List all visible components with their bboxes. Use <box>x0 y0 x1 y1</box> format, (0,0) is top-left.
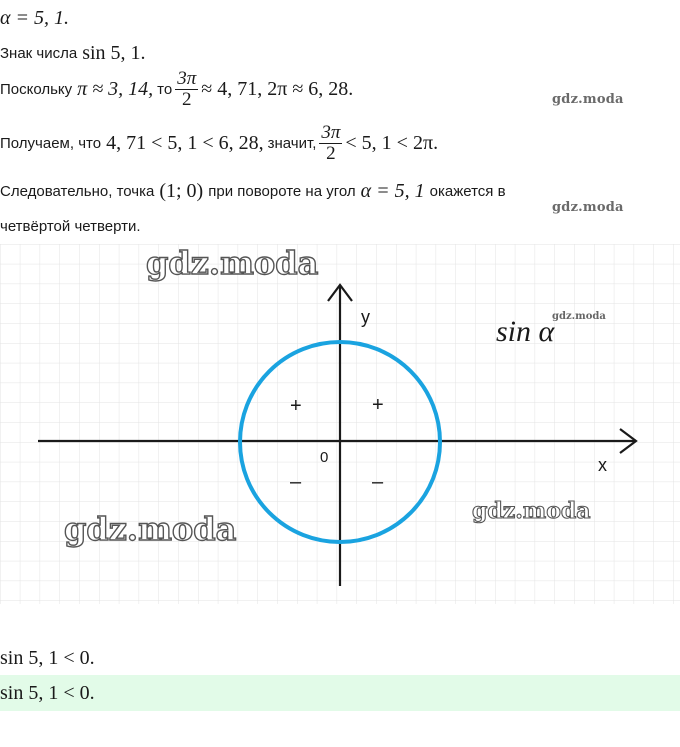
approx-values: ≈ 4, 71, 2π ≈ 6, 28. <box>201 77 354 100</box>
inequality-numeric: 4, 71 < 5, 1 < 6, 28, <box>106 131 264 154</box>
watermark: gdz.moda <box>552 311 606 322</box>
result-highlight: sin 5, 1 < 0. <box>0 681 95 704</box>
will-be-text: окажется в <box>429 182 506 200</box>
pi-approx-line <box>0 64 353 114</box>
alpha-equation: α = 5, 1. <box>0 6 69 29</box>
sin-expression: sin 5, 1. <box>82 41 146 64</box>
result-plain-line <box>0 645 95 671</box>
watermark: gdz.moda <box>146 244 319 282</box>
y-axis-label: y <box>361 307 370 327</box>
we-get-text: Получаем, что <box>0 134 102 152</box>
sign-question-line <box>0 41 146 65</box>
fraction-denominator: 2 <box>181 88 192 110</box>
therefore-text: Следовательно, точка <box>0 182 155 200</box>
rotation-angle: α = 5, 1 <box>360 179 425 202</box>
result-plain: sin 5, 1 < 0. <box>0 646 95 669</box>
quadrant-2-sign: + <box>290 395 302 417</box>
watermark: gdz.moda <box>64 510 237 548</box>
sign-label: Знак числа <box>0 44 78 62</box>
rotation-text: при повороте на угол <box>208 182 356 200</box>
pi-approx: π ≈ 3, 14, <box>77 77 154 100</box>
function-label: sin α <box>496 315 555 348</box>
since-text: Поскольку <box>0 80 73 98</box>
watermark: gdz.moda <box>552 92 624 107</box>
origin-label: 0 <box>320 449 329 466</box>
three-pi-over-two-fraction-2 <box>319 123 342 164</box>
fraction-denominator-2: 2 <box>326 142 336 164</box>
answer-box <box>0 675 680 711</box>
inequality-symbolic: < 5, 1 < 2π. <box>345 131 439 154</box>
x-axis-label: x <box>598 455 607 475</box>
three-pi-over-two-fraction <box>175 69 198 110</box>
quadrant-line <box>0 215 141 237</box>
conclusion-line <box>0 178 506 204</box>
fraction-numerator-2: 3π <box>321 121 341 143</box>
quadrant-3-sign: – <box>290 471 302 493</box>
point-coordinates: (1; 0) <box>159 179 204 202</box>
quadrant-1-sign: + <box>372 394 384 416</box>
watermark: gdz.moda <box>472 498 591 524</box>
watermark: gdz.moda <box>552 200 624 215</box>
alpha-value-line <box>0 6 69 30</box>
fourth-quadrant-text: четвёртой четверти. <box>0 217 141 235</box>
unit-circle-diagram <box>0 244 680 604</box>
inequality-line <box>0 117 438 169</box>
quadrant-4-sign: – <box>372 471 384 493</box>
hence-text: значит, <box>267 134 317 152</box>
fraction-numerator: 3π <box>177 67 197 89</box>
then-text: то <box>157 80 173 98</box>
